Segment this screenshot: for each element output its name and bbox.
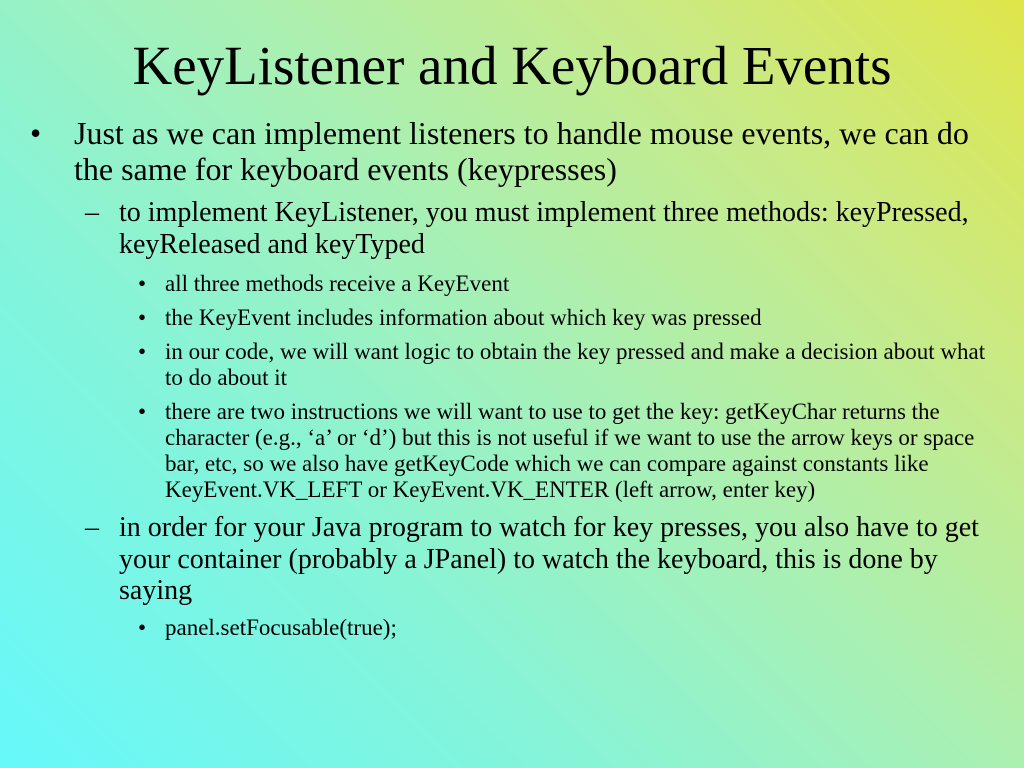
subsubbullet-get-key-instructions xyxy=(0,399,1024,503)
slide-title: KeyListener and Keyboard Events xyxy=(132,35,892,96)
subsubbullet-receive-keyevent xyxy=(0,271,1024,297)
subsubbullet-keyevent-info xyxy=(0,305,1024,331)
subbullet-text: in order for your Java program to watch for key presses, you also have to get your container (probably a JPanel) to watch the keyboard, this is done by saying xyxy=(119,512,979,606)
bullet-marker: • xyxy=(138,399,147,424)
subbullet-watch-keypresses xyxy=(0,512,1024,607)
bullet-marker: • xyxy=(138,339,147,364)
bullet-marker: • xyxy=(30,115,42,151)
dash-marker: – xyxy=(85,512,99,543)
subsubbullet-text: panel.setFocusable(true); xyxy=(165,614,397,640)
subbullet-keylistener-methods xyxy=(0,197,1024,260)
dash-marker: – xyxy=(85,197,99,228)
subsubbullet-text: the KeyEvent includes information about which key was pressed xyxy=(165,305,762,330)
bullet-text: Just as we can implement listeners to handle mouse events, we can do the same for keyboard events (keypresses) xyxy=(74,115,969,187)
subbullet-text: to implement KeyListener, you must implement three methods: keyPressed, keyReleased and keyTyped xyxy=(119,197,969,260)
bullet-keyboard-events xyxy=(0,116,1024,187)
subsubbullet-text: there are two instructions we will want to use to get the key: getKeyChar returns the character (e.g., ‘a’ or ‘d’) but this is not useful if we want to use the arrow keys or space bar, etc, so we also have getKeyCode which we can compare against constants like KeyEvent.VK_LEFT or KeyEvent.VK_ENTER (left arrow, enter key) xyxy=(165,399,975,502)
bullet-marker: • xyxy=(138,271,147,296)
subsubbullet-text: all three methods receive a KeyEvent xyxy=(165,271,510,296)
subsubbullet-set-focusable xyxy=(0,615,1024,641)
bullet-marker: • xyxy=(138,614,147,640)
bullet-marker: • xyxy=(138,305,147,330)
subsubbullet-logic xyxy=(0,339,1024,391)
slide-body xyxy=(0,116,1024,641)
subsubbullet-text: in our code, we will want logic to obtain the key pressed and make a decision about what to do about it xyxy=(165,339,986,390)
